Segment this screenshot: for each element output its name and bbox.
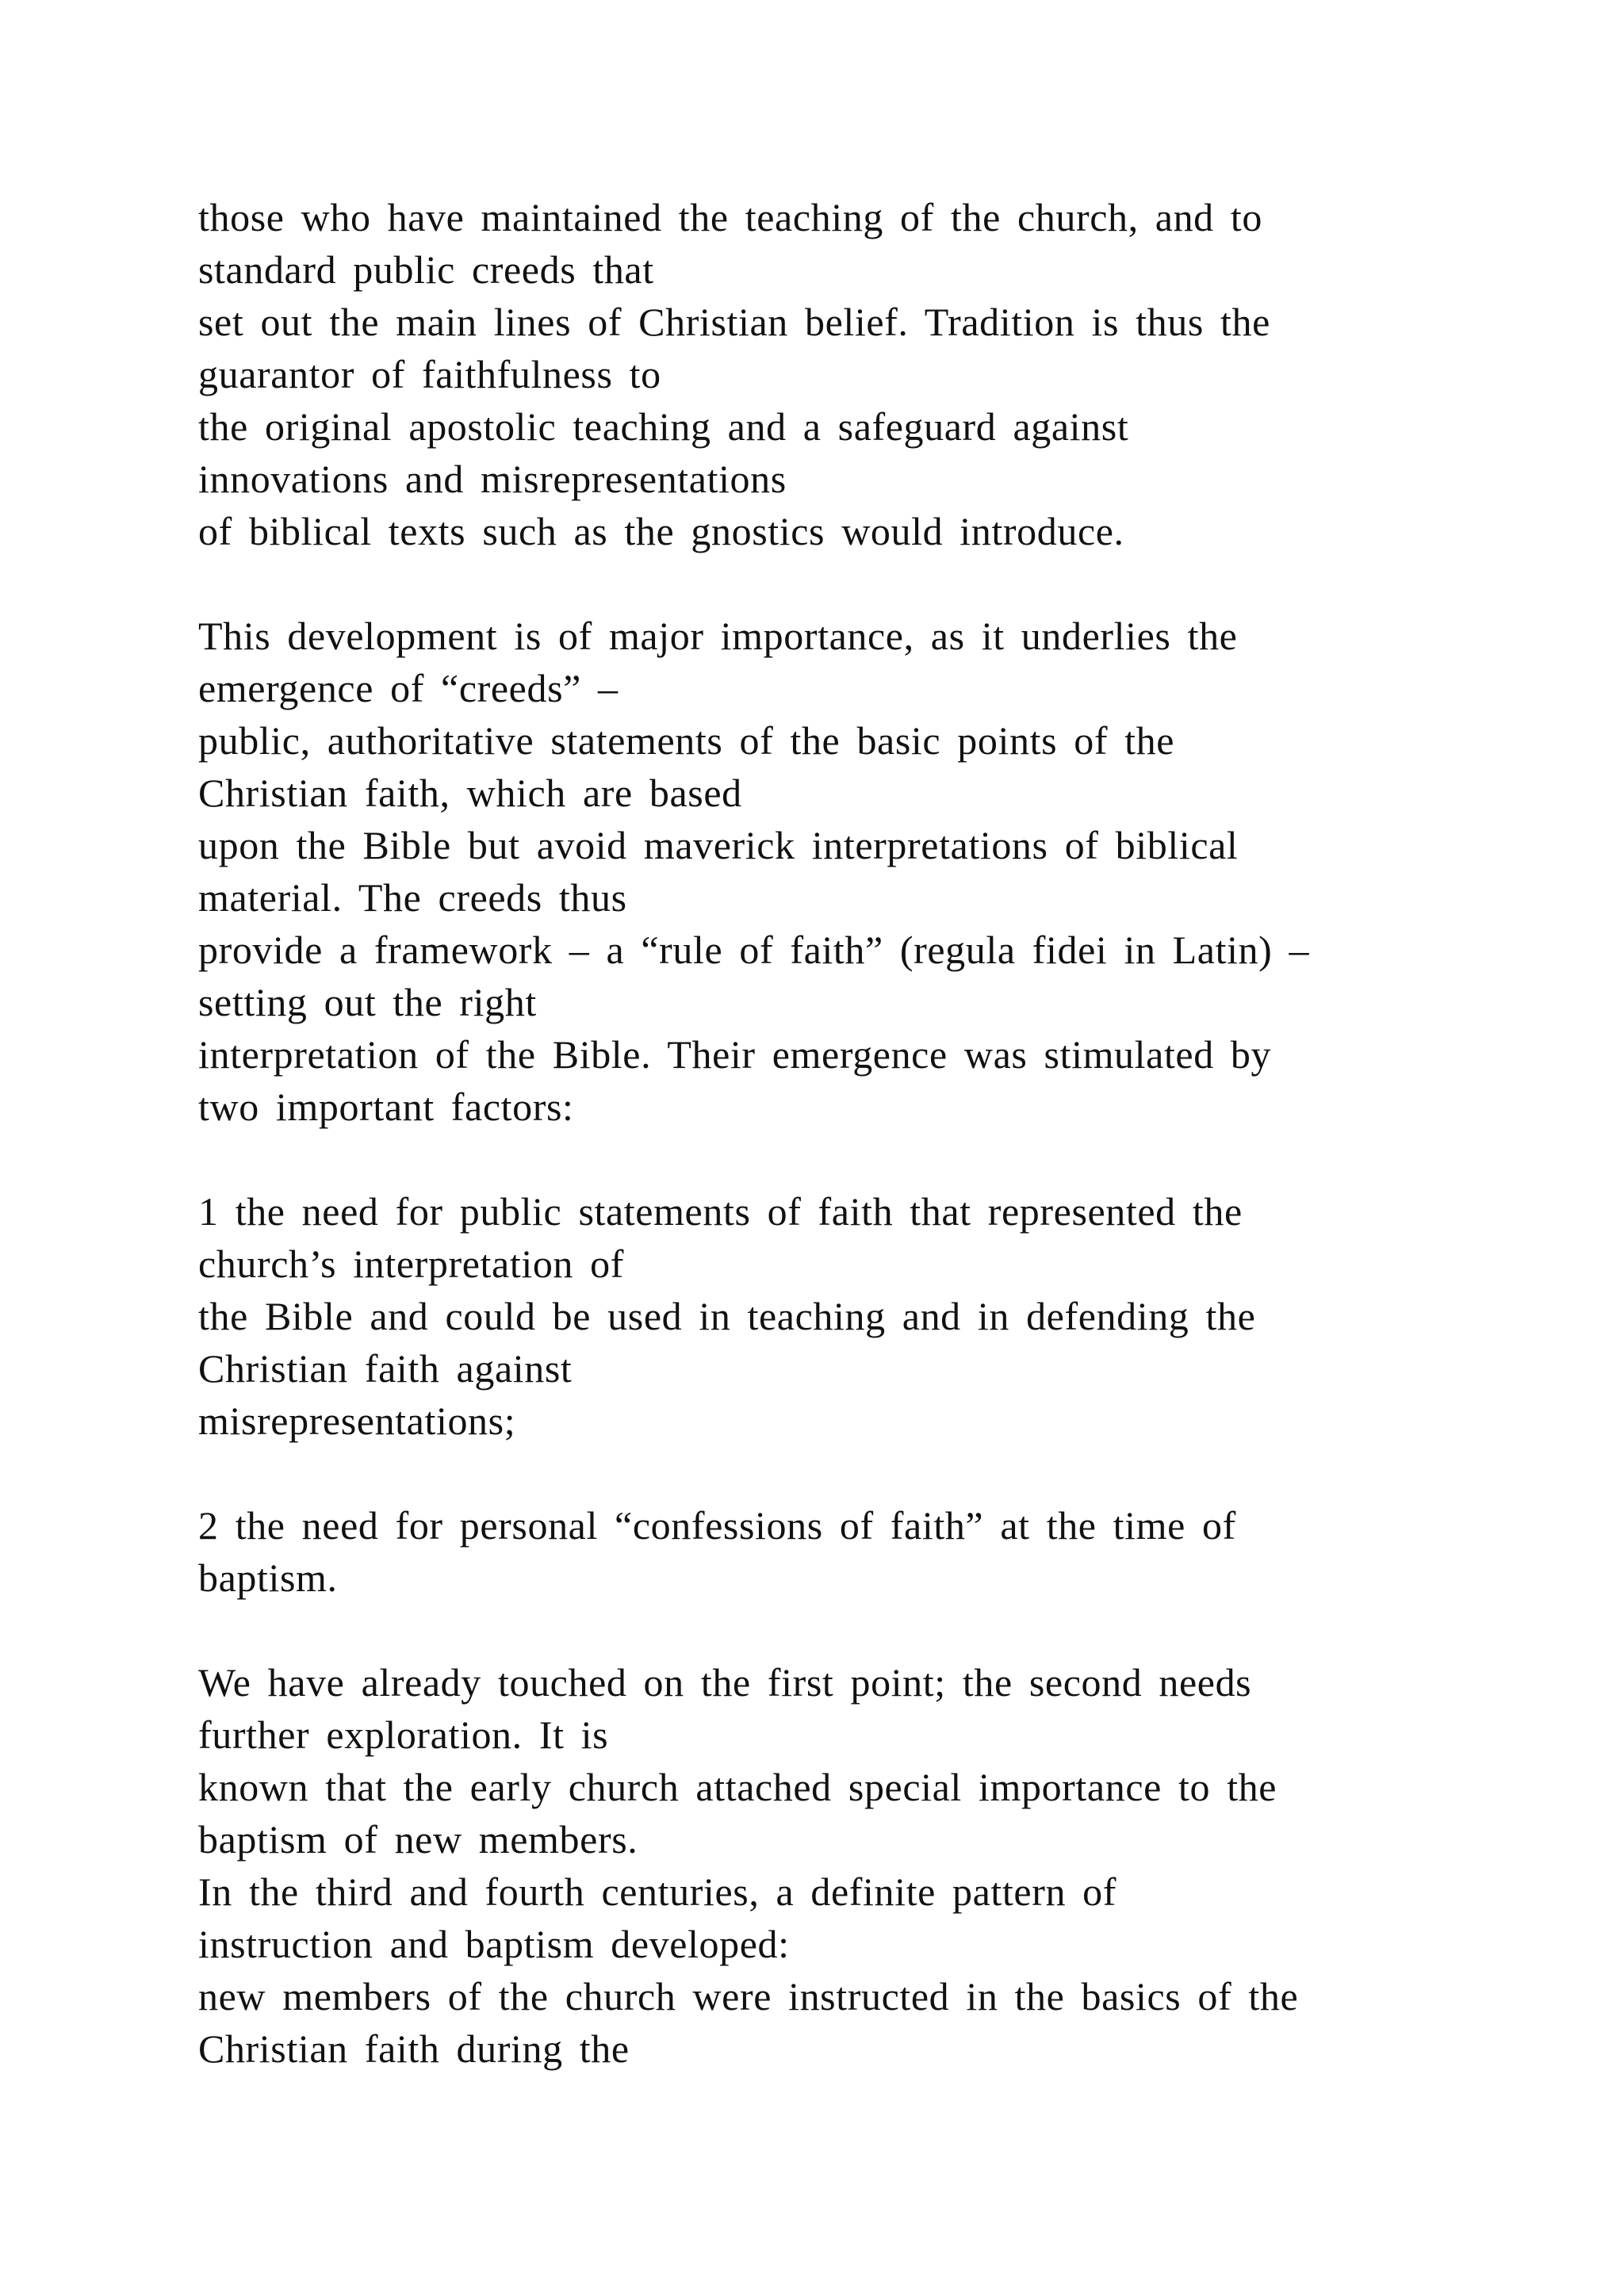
text-line: setting out the right (198, 980, 537, 1024)
text-line: Christian faith against (198, 1346, 573, 1391)
text-line: material. The creeds thus (198, 875, 627, 920)
text-line: This development is of major importance, as it underlies the (198, 614, 1238, 658)
text-line: those who have maintained the teaching of the church, and to (198, 195, 1262, 239)
text-line: provide a framework – a “rule of faith” (regula fidei in Latin) – (198, 928, 1310, 972)
text-line: public, authoritative statements of the basic points of the (198, 718, 1175, 763)
text-line: new members of the church were instructed in the basics of the (198, 1974, 1299, 2019)
paragraph-gap (198, 1133, 1467, 1185)
text-line: of biblical texts such as the gnostics would introduce. (198, 509, 1124, 553)
text-line: instruction and baptism developed: (198, 1922, 790, 1966)
text-line: baptism. (198, 1556, 338, 1600)
text-line: church’s interpretation of (198, 1242, 624, 1286)
text-line: further exploration. It is (198, 1712, 609, 1757)
document-body (198, 191, 1467, 2075)
paragraph-gap (198, 1604, 1467, 1656)
text-line: baptism of new members. (198, 1817, 638, 1862)
text-line: innovations and misrepresentations (198, 457, 787, 501)
text-line: standard public creeds that (198, 247, 654, 292)
text-line: set out the main lines of Christian belief. Tradition is thus the (198, 300, 1270, 344)
text-line: misrepresentations; (198, 1399, 516, 1443)
text-line: two important factors: (198, 1085, 574, 1129)
text-line: 2 the need for personal “confessions of faith” at the time of (198, 1503, 1236, 1548)
text-line: In the third and fourth centuries, a definite pattern of (198, 1869, 1116, 1914)
text-line: the Bible and could be used in teaching and in defending the (198, 1294, 1256, 1338)
text-line: We have already touched on the first point; the second needs (198, 1660, 1252, 1705)
text-line: emergence of “creeds” – (198, 666, 619, 710)
text-line: 1 the need for public statements of faith that represented the (198, 1189, 1243, 1234)
text-line: Christian faith, which are based (198, 771, 742, 815)
text-line: interpretation of the Bible. Their emergence was stimulated by (198, 1032, 1272, 1077)
text-line: known that the early church attached special importance to the (198, 1765, 1277, 1809)
text-line: the original apostolic teaching and a safeguard against (198, 404, 1129, 449)
paragraph-gap (198, 557, 1467, 610)
text-line: guarantor of faithfulness to (198, 352, 661, 396)
paragraph-gap (198, 1447, 1467, 1499)
text-line: upon the Bible but avoid maverick interpretations of biblical (198, 823, 1239, 867)
text-line: Christian faith during the (198, 2026, 630, 2071)
